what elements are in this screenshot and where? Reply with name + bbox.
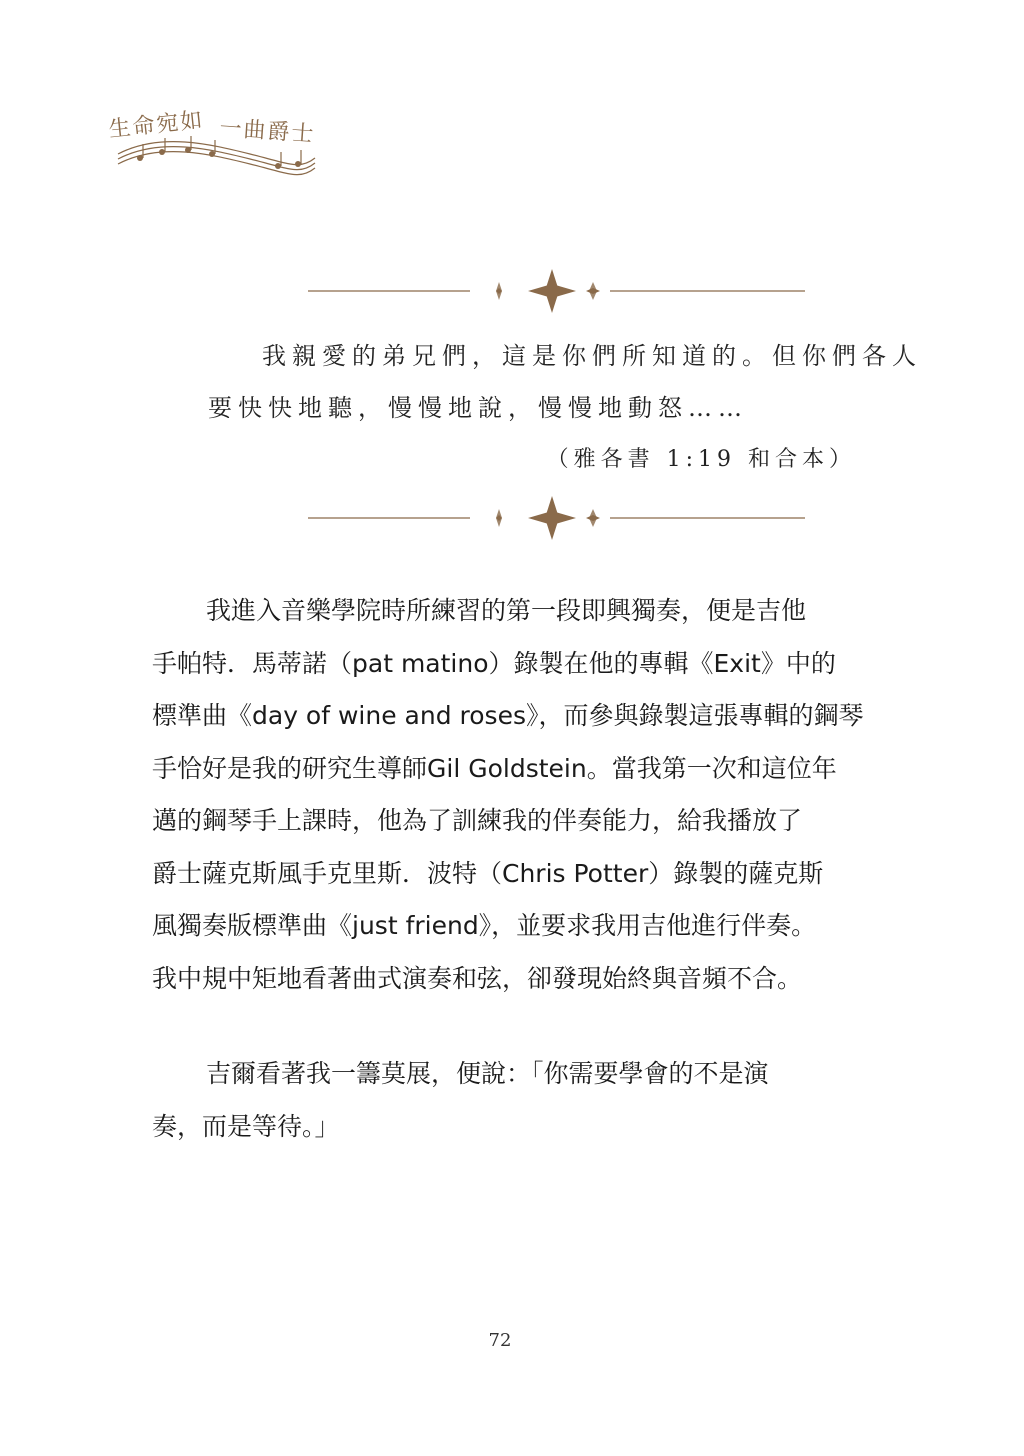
verse-line: 我親愛的弟兄們，這是你們所知道的。但你們各人 (262, 342, 922, 370)
body-paragraph-2 (152, 1048, 858, 1153)
verse-line: 要快快地聽，慢慢地說，慢慢地動怒…… (208, 394, 748, 422)
paragraph-line: 我進入音樂學院時所練習的第一段即興獨奏，便是吉他 (206, 596, 807, 625)
logo-title-part2: 一曲爵士 (218, 115, 317, 148)
paragraph-line: 標準曲《day of wine and roses》，而參與錄製這張專輯的鋼琴 (152, 701, 864, 730)
paragraph-line: 吉爾看著我一籌莫展，便說：「你需要學會的不是演 (206, 1059, 769, 1088)
verse-citation: （雅各書 1:19 和合本） (546, 447, 856, 472)
paragraph-line: 邁的鋼琴手上課時，他為了訓練我的伴奏能力，給我播放了 (152, 806, 803, 835)
page-number: 72 (488, 1330, 512, 1351)
ornament-divider-top (300, 267, 810, 317)
paragraph-line: 手帕特．馬蒂諾（pat matino）錄製在他的專輯《Exit》中的 (152, 648, 836, 678)
logo-title-part1: 生命宛如 (107, 107, 206, 143)
paragraph-line: 風獨奏版標準曲《just friend》，並要求我用吉他進行伴奏。 (152, 911, 817, 940)
paragraph-line: 爵士薩克斯風手克里斯．波特（Chris Potter）錄製的薩克斯 (152, 858, 824, 888)
paragraph-line: 我中規中矩地看著曲式演奏和弦，卻發現始終與音頻不合。 (152, 963, 803, 993)
book-title-logo (100, 92, 330, 192)
paragraph-line: 手恰好是我的研究生導師Gil Goldstein。當我第一次和這位年 (152, 753, 837, 783)
paragraph-line: 奏，而是等待。」 (152, 1111, 340, 1141)
body-paragraph-1 (152, 585, 864, 1005)
ornament-divider-bottom (300, 494, 810, 544)
